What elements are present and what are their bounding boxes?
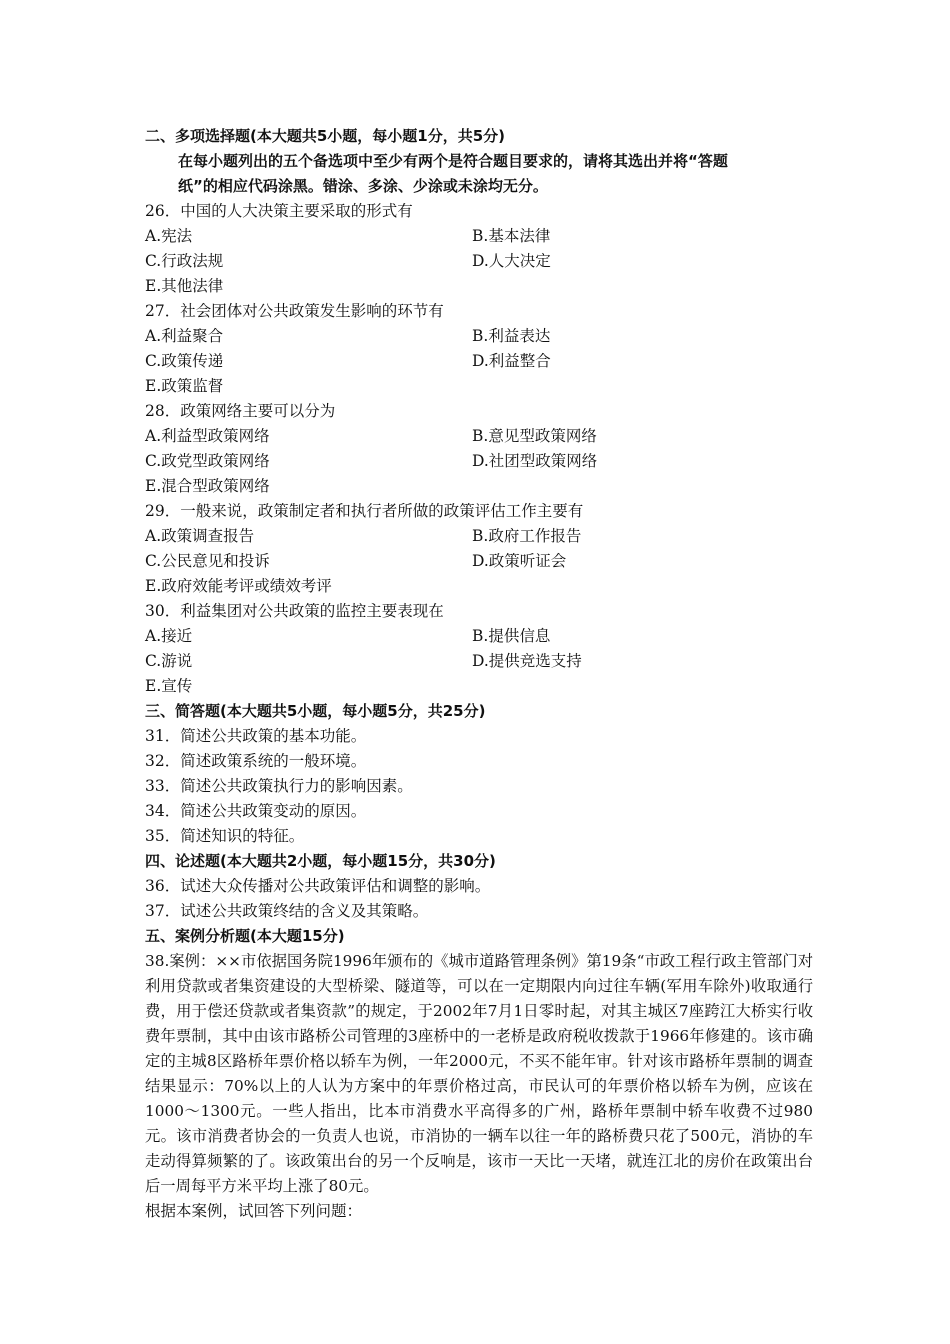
case-prompt: 根据本案例，试回答下列问题： <box>145 1202 363 1220</box>
option-e: E.宣传 <box>145 677 193 695</box>
question-stem-30: 30．利益集团对公共政策的监控主要表现在 <box>145 602 444 620</box>
option-row <box>145 449 813 474</box>
short-question-33: 33．简述公共政策执行力的影响因素。 <box>145 777 413 795</box>
option-row <box>145 524 813 549</box>
short-question-31: 31．简述公共政策的基本功能。 <box>145 727 367 745</box>
option-d: D.社团型政策网络 <box>472 452 598 470</box>
option-row <box>145 349 813 374</box>
option-a: A.政策调查报告 <box>145 527 255 545</box>
option-c: C.行政法规 <box>145 252 224 270</box>
short-question-34: 34．简述公共政策变动的原因。 <box>145 802 367 820</box>
option-b: B.提供信息 <box>472 627 551 645</box>
option-b: B.基本法律 <box>472 227 551 245</box>
question-stem-26: 26．中国的人大决策主要采取的形式有 <box>145 202 413 220</box>
option-b: B.意见型政策网络 <box>472 427 597 445</box>
option-d: D.提供竞选支持 <box>472 652 582 670</box>
section-instruction-line-1: 在每小题列出的五个备选项中至少有两个是符合题目要求的，请将其选出并将“答题 <box>178 152 728 170</box>
question-stem-27: 27．社会团体对公共政策发生影响的环节有 <box>145 302 444 320</box>
short-question-32: 32．简述政策系统的一般环境。 <box>145 752 367 770</box>
option-row <box>145 549 813 574</box>
essay-question-36: 36．试述大众传播对公共政策评估和调整的影响。 <box>145 877 491 895</box>
option-e: E.政府效能考评或绩效考评 <box>145 577 332 595</box>
option-a: A.宪法 <box>145 227 193 245</box>
section-heading-case-analysis: 五、案例分析题(本大题15分) <box>145 927 345 945</box>
option-e: E.混合型政策网络 <box>145 477 270 495</box>
question-stem-28: 28．政策网络主要可以分为 <box>145 402 336 420</box>
option-d: D.利益整合 <box>472 352 551 370</box>
section-heading-multiple-choice: 二、多项选择题(本大题共5小题，每小题1分，共5分) <box>145 127 506 145</box>
option-c: C.政党型政策网络 <box>145 452 270 470</box>
option-row <box>145 649 813 674</box>
essay-question-37: 37．试述公共政策终结的含义及其策略。 <box>145 902 429 920</box>
option-c: C.游说 <box>145 652 193 670</box>
option-d: D.政策听证会 <box>472 552 567 570</box>
option-row <box>145 424 813 449</box>
option-a: A.利益聚合 <box>145 327 224 345</box>
option-row <box>145 249 813 274</box>
option-b: B.利益表达 <box>472 327 551 345</box>
section-heading-essay: 四、论述题(本大题共2小题，每小题15分，共30分) <box>145 852 496 870</box>
option-b: B.政府工作报告 <box>472 527 582 545</box>
section-instruction-line-2: 纸”的相应代码涂黑。错涂、多涂、少涂或未涂均无分。 <box>178 177 548 195</box>
option-c: C.政策传递 <box>145 352 224 370</box>
option-row <box>145 324 813 349</box>
option-d: D.人大决定 <box>472 252 551 270</box>
short-question-35: 35．简述知识的特征。 <box>145 827 305 845</box>
option-row <box>145 624 813 649</box>
question-stem-29: 29．一般来说，政策制定者和执行者所做的政策评估工作主要有 <box>145 502 584 520</box>
case-text: 38.案例：××市依据国务院1996年颁布的《城市道路管理条例》第19条“市政工程行政主管部门对利用贷款或者集资建设的大型桥梁、隧道等，可以在一定期限内向过往车辆(军用车除外)收取通行费，用于偿还贷款或者集资款”的规定，于2002年7月1日零时起，对其主城区7座跨江大桥实行收费年票制，其中由该市路桥公司管理的3座桥中的一老桥是政府税收拨款于1966年修建的。该市确定的主城8区路桥年票价格以轿车为例，一年2000元，不买不能年审。针对该市路桥年票制的调查结果显示：70%以上的人认为方案中的年票价格过高，市民认可的年票价格以轿车为例，应该在1000～1300元。一些人指出，比本市消费水平高得多的广州，路桥年票制中轿车收费不过980元。该市消费者协会的一负责人也说，市消协的一辆车以往一年的路桥费只花了500元，消协的车走动得算频繁的了。该政策出台的另一个反响是，该市一天比一天堵，就连江北的房价在政策出台后一周每平方米平均上涨了80元。 <box>145 952 813 1195</box>
option-e: E.政策监督 <box>145 377 224 395</box>
exam-content <box>145 124 813 1224</box>
section-heading-short-answer: 三、简答题(本大题共5小题，每小题5分，共25分) <box>145 702 486 720</box>
option-a: A.接近 <box>145 627 193 645</box>
option-a: A.利益型政策网络 <box>145 427 270 445</box>
option-row <box>145 224 813 249</box>
option-e: E.其他法律 <box>145 277 224 295</box>
option-c: C.公民意见和投诉 <box>145 552 270 570</box>
